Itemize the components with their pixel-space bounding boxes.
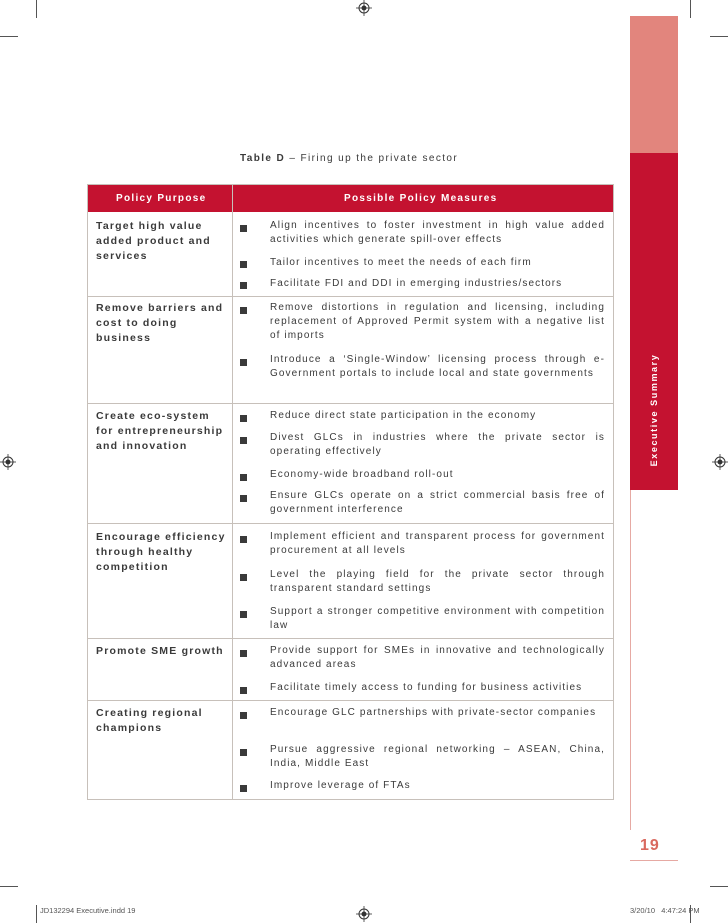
square-bullet-icon [240,261,247,268]
square-bullet-icon [240,611,247,618]
row-divider [88,638,613,639]
caption-text: Firing up the private sector [300,153,459,164]
measure-item: Improve leverage of FTAs [270,780,411,791]
header-policy-purpose: Policy Purpose [116,193,207,204]
square-bullet-icon [240,712,247,719]
square-bullet-icon [240,415,247,422]
row-purpose: Promote SME growth [96,645,224,657]
registration-mark-icon [356,906,372,922]
registration-mark-icon [356,0,372,16]
crop-mark [710,886,728,887]
page-number: 19 [640,837,660,854]
row-purpose: Encourage efficiency through healthy competition [96,531,226,573]
measure-item: Encourage GLC partnerships with private-sector companies [270,707,597,718]
caption-label: Table D [240,153,286,164]
row-divider [88,296,613,297]
square-bullet-icon [240,359,247,366]
crop-mark [0,886,18,887]
measure-item: Economy-wide broadband roll-out [270,469,454,480]
slug-filename: JD132294 Executive.indd 19 [40,906,136,915]
table-header [88,185,613,212]
measure-item: Divest GLCs in industries where the private sector is operating effectively [270,432,605,457]
caption-separator: – [289,153,297,164]
crop-mark [690,0,691,18]
measure-item: Remove distortions in regulation and licensing, including replacement of Approved Permit system with a negative list of imports [270,302,605,341]
slug-datetime [630,906,700,915]
row-purpose: Creating regional champions [96,707,203,734]
measure-item: Ensure GLCs operate on a strict commercial basis free of government interference [270,490,605,515]
square-bullet-icon [240,307,247,314]
square-bullet-icon [240,282,247,289]
row-purpose: Create eco-system for entrepreneurship and innovation [96,410,224,452]
row-purpose: Remove barriers and cost to doing business [96,302,224,344]
measure-item: Reduce direct state participation in the economy [270,410,537,421]
row-divider [88,403,613,404]
square-bullet-icon [240,650,247,657]
table-caption [240,153,458,164]
row-purpose: Target high value added product and services [96,220,211,262]
column-divider [232,185,233,799]
square-bullet-icon [240,785,247,792]
registration-mark-icon [0,454,16,470]
square-bullet-icon [240,225,247,232]
crop-mark [36,0,37,18]
section-label: Executive Summary [649,353,659,467]
slug-time: 4:47:24 PM [661,906,700,915]
policy-table [87,184,614,800]
measure-item: Pursue aggressive regional networking – ASEAN, China, India, Middle East [270,744,605,769]
crop-mark [710,36,728,37]
measure-item: Align incentives to foster investment in high value added activities which generate spill-over effects [270,220,605,245]
page-number-rule [630,860,678,861]
row-divider [88,523,613,524]
crop-mark [0,36,18,37]
sidebar-rule [630,490,631,830]
square-bullet-icon [240,495,247,502]
measure-item: Support a stronger competitive environment with competition law [270,606,605,631]
crop-mark [36,905,37,923]
measure-item: Level the playing field for the private sector through transparent standard settings [270,569,605,594]
square-bullet-icon [240,536,247,543]
measure-item: Facilitate FDI and DDI in emerging industries/sectors [270,278,563,289]
square-bullet-icon [240,574,247,581]
measure-item: Implement efficient and transparent process for government procurement at all levels [270,531,605,556]
slug-date: 3/20/10 [630,906,656,915]
square-bullet-icon [240,437,247,444]
row-divider [88,700,613,701]
sidebar-band-pink [630,16,678,153]
square-bullet-icon [240,474,247,481]
measure-item: Facilitate timely access to funding for business activities [270,682,583,693]
measure-item: Introduce a ‘Single-Window’ licensing process through e-Government portals to include local and state governments [270,354,605,379]
square-bullet-icon [240,687,247,694]
header-possible-measures: Possible Policy Measures [344,193,498,204]
measure-item: Provide support for SMEs in innovative and technologically advanced areas [270,645,605,670]
registration-mark-icon [712,454,728,470]
measure-item: Tailor incentives to meet the needs of each firm [270,257,532,268]
square-bullet-icon [240,749,247,756]
